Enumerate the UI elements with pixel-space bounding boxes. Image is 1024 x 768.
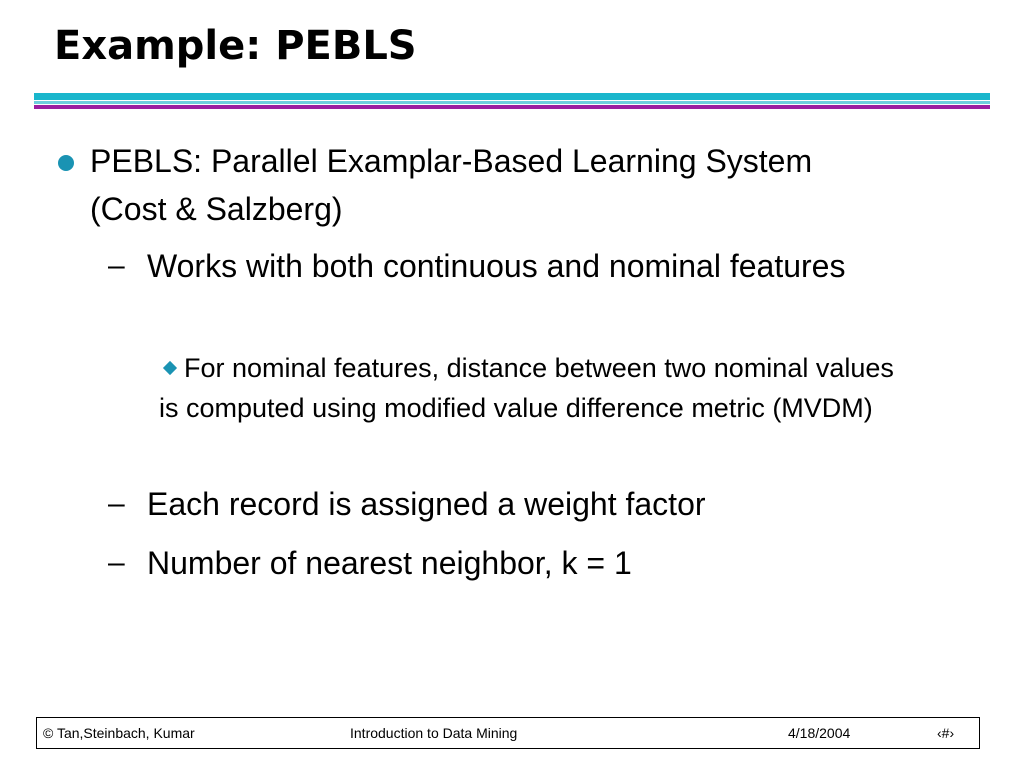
dash-marker: – bbox=[108, 546, 125, 579]
slide-footer bbox=[36, 717, 980, 749]
slide-title: Example: PEBLS bbox=[54, 23, 417, 69]
dash-marker: – bbox=[108, 249, 125, 282]
diamond-bullet-icon bbox=[163, 361, 177, 375]
bullet-level3-mvdm bbox=[159, 348, 919, 428]
bullet-text: Works with both continuous and nominal features bbox=[147, 248, 846, 284]
footer-page-number: ‹#› bbox=[937, 725, 955, 741]
bullet-level1-pebls bbox=[56, 137, 886, 233]
dash-marker: – bbox=[108, 487, 125, 520]
footer-course-title: Introduction to Data Mining bbox=[350, 725, 518, 741]
footer-copyright: © Tan,Steinbach, Kumar bbox=[43, 725, 195, 741]
bullet-level2-weight-factor bbox=[108, 481, 878, 527]
bullet-text: Each record is assigned a weight factor bbox=[147, 486, 706, 522]
bullet-line bbox=[159, 348, 919, 428]
bullet-level2-continuous-nominal bbox=[108, 243, 878, 289]
footer-date: 4/18/2004 bbox=[788, 725, 851, 741]
bullet-text: PEBLS: Parallel Examplar-Based Learning System (Cost & Salzberg) bbox=[90, 143, 813, 227]
bullet-level2-nearest-neighbor bbox=[108, 540, 878, 586]
bullet-text: For nominal features, distance between two nominal values is computed using modified value difference metric (MVDM) bbox=[159, 353, 894, 423]
bullet-text: Number of nearest neighbor, k = 1 bbox=[147, 545, 632, 581]
filled-circle-bullet-icon bbox=[58, 155, 74, 171]
